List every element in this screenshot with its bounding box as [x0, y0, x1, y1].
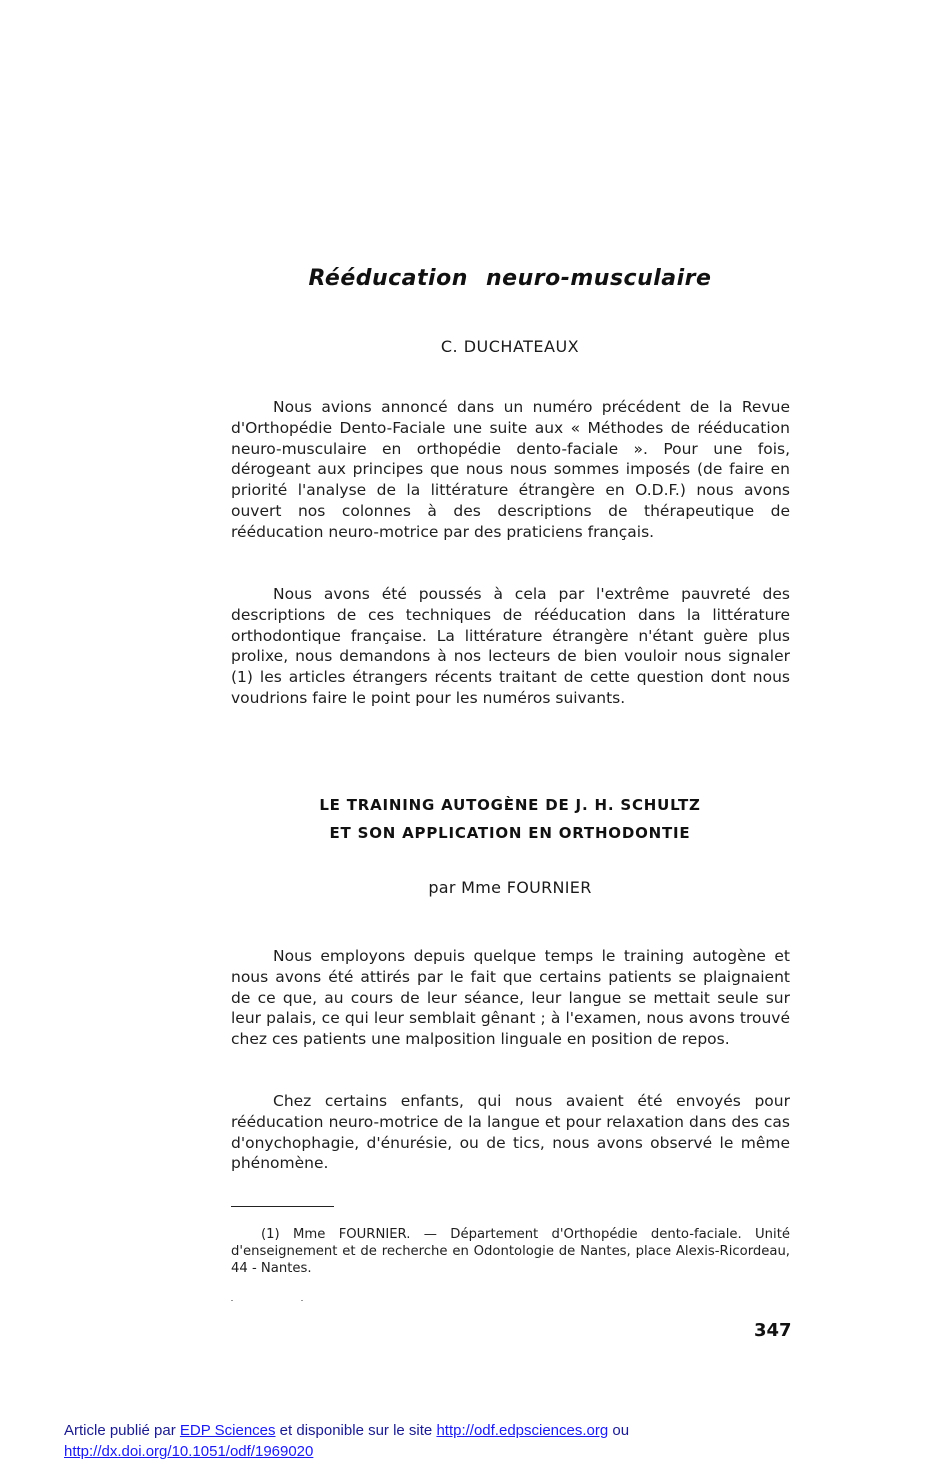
footnote: (1) Mme FOURNIER. — Département d'Orthopédie dento-faciale. Unité d'enseignement et de recherche en Odontologie de Nantes, place Alexis-Ricordeau, 44 - Nantes. — [231, 1227, 790, 1276]
body-paragraph-2: Chez certains enfants, qui nous avaient été envoyés pour rééducation neuro-motrice de la langue et pour relaxation dans des cas d'onychophagie, d'énurésie, ou de tics, nous avons observé le même phénomène. — [231, 1092, 790, 1173]
article-author: C. DUCHATEAUX — [440, 337, 580, 356]
intro-paragraph-2: Nous avons été poussés à cela par l'extrême pauvreté des descriptions de ces techniques de rééducation dans la littérature orthodontique française. La littérature étrangère n'étant guère plus prolixe, nous demandons à nos lecteurs de bien vouloir nous signaler (1) les articles étrangers récents traitant de cette question dont nous voudrions faire le point pour les numéros suivants. — [231, 585, 790, 707]
publisher-note-suffix: ou — [608, 1422, 630, 1439]
footnote-separator — [231, 1206, 334, 1207]
publisher-note-prefix: Article publié par — [64, 1422, 180, 1439]
publisher-note — [64, 1420, 629, 1462]
doi-link[interactable]: http://dx.doi.org/10.1051/odf/1969020 — [64, 1443, 314, 1460]
scan-speck — [231, 1300, 233, 1301]
section-title-line-1: LE TRAINING AUTOGÈNE DE J. H. SCHULTZ — [319, 796, 701, 814]
scan-speck — [301, 1300, 303, 1301]
section-title — [0, 791, 930, 847]
site-link[interactable]: http://odf.edpsciences.org — [436, 1422, 609, 1439]
page-number: 347 — [754, 1320, 792, 1341]
section-title-line-2: ET SON APPLICATION EN ORTHODONTIE — [329, 824, 691, 842]
intro-paragraph-1: Nous avions annoncé dans un numéro précédent de la Revue d'Orthopédie Dento-Faciale une suite aux « Méthodes de rééducation neuro-musculaire en orthopédie dento-faciale ». Pour une fois, dérogeant aux principes que nous nous sommes imposés (de faire en priorité l'analyse de la littérature étrangère en O.D.F.) nous avons ouvert nos colonnes à des descriptions de thérapeutique de rééducation neuro-motrice par des praticiens français. — [231, 398, 790, 541]
section-byline: par Mme FOURNIER — [428, 878, 592, 897]
article-title: Rééducation neuro-musculaire — [308, 266, 712, 291]
publisher-note-middle: et disponible sur le site — [275, 1422, 437, 1439]
publisher-link[interactable]: EDP Sciences — [179, 1422, 276, 1439]
body-paragraph-1: Nous employons depuis quelque temps le training autogène et nous avons été attirés par le fait que certains patients se plaignaient de ce que, au cours de leur séance, leur langue se mettait seule sur leur palais, ce qui leur semblait gênant ; à l'examen, nous avons trouvé chez ces patients une malposition linguale en position de repos. — [231, 947, 790, 1049]
